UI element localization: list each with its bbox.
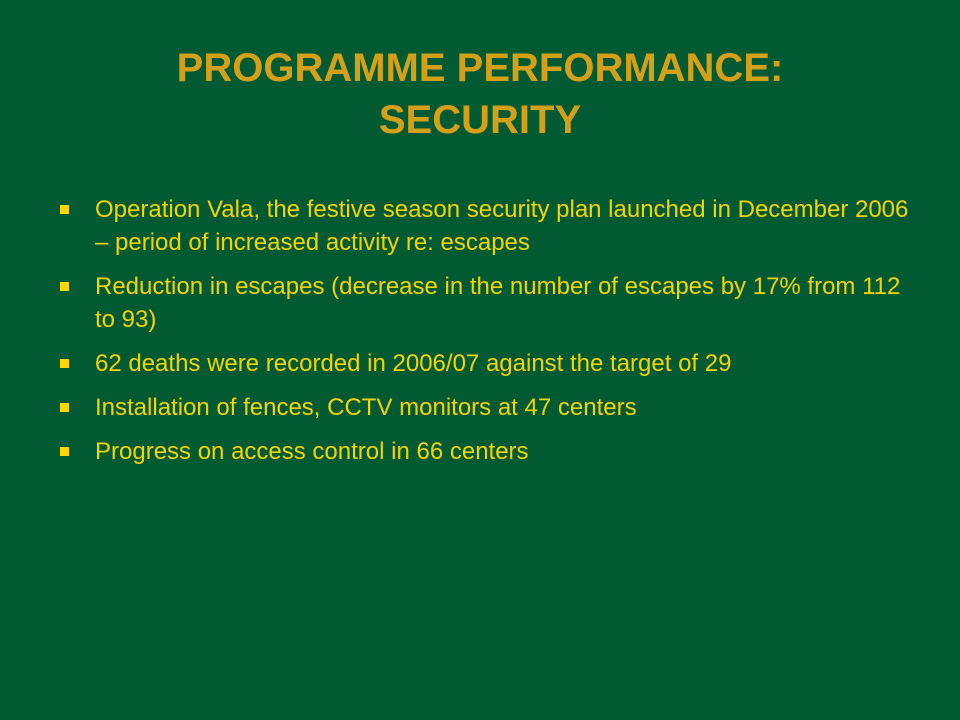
bullet-text: 62 deaths were recorded in 2006/07 against the target of 29 bbox=[95, 350, 732, 377]
square-bullet-icon bbox=[60, 447, 69, 456]
slide-title bbox=[0, 42, 960, 146]
square-bullet-icon bbox=[60, 205, 69, 214]
bullet-item bbox=[56, 391, 916, 424]
slide-title-line-1: PROGRAMME PERFORMANCE: bbox=[176, 46, 784, 90]
square-bullet-icon bbox=[60, 403, 69, 412]
bullet-text: Reduction in escapes (decrease in the number of escapes by 17% from 112 to 93) bbox=[95, 273, 901, 333]
slide-title-line-2: SECURITY bbox=[378, 98, 582, 142]
bullet-item bbox=[56, 193, 916, 259]
bullet-item bbox=[56, 270, 916, 336]
bullet-item bbox=[56, 435, 916, 468]
bullet-list bbox=[56, 193, 916, 479]
bullet-text: Progress on access control in 66 centers bbox=[95, 438, 529, 465]
bullet-text: Operation Vala, the festive season security plan launched in December 2006 – period of increased activity re: escapes bbox=[95, 196, 909, 256]
bullet-text: Installation of fences, CCTV monitors at 47 centers bbox=[95, 394, 637, 421]
square-bullet-icon bbox=[60, 359, 69, 368]
square-bullet-icon bbox=[60, 282, 69, 291]
bullet-item bbox=[56, 347, 916, 380]
